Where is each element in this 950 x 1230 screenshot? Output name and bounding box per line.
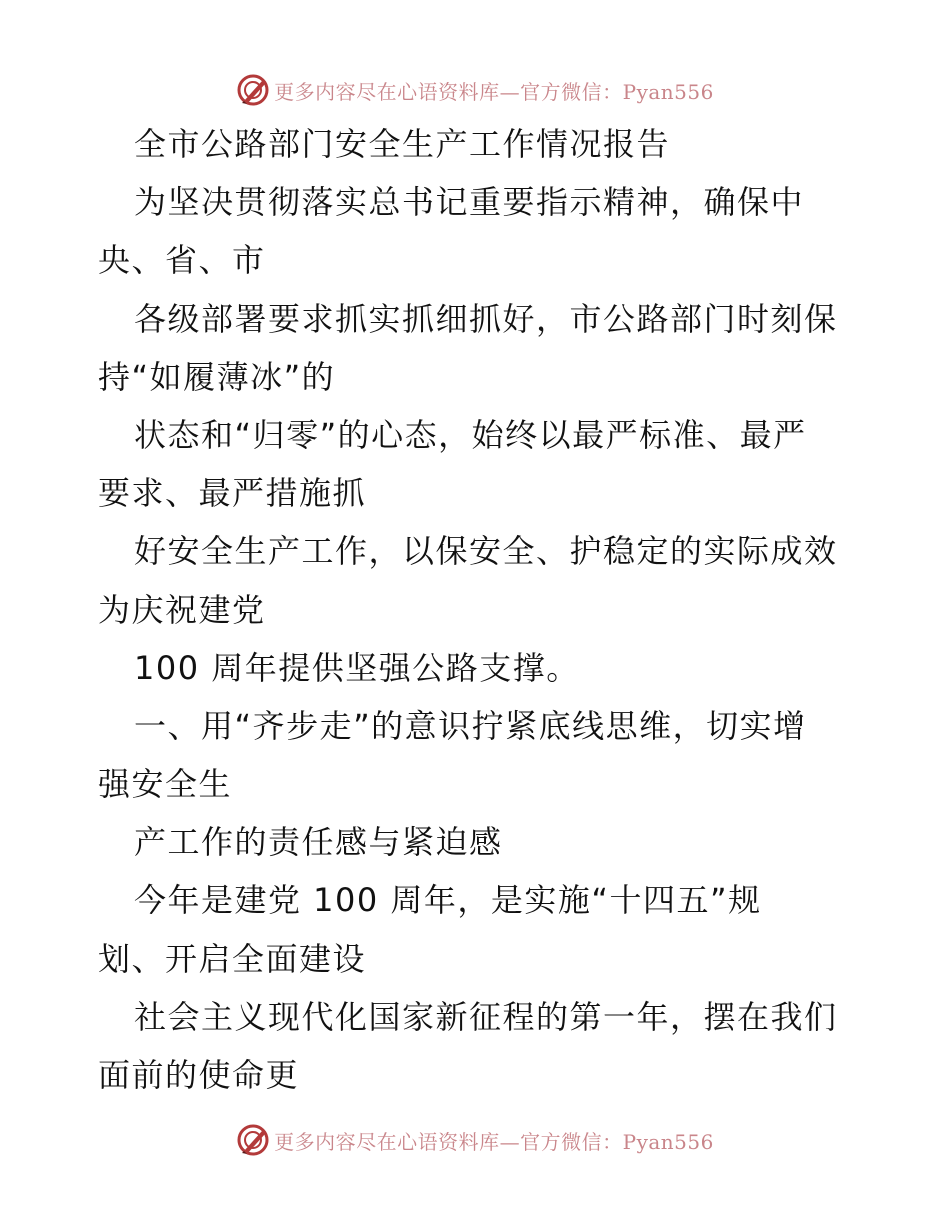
- text-line: 全市公路部门安全生产工作情况报告: [134, 125, 671, 163]
- text-line: 央、省、市: [98, 241, 266, 280]
- text-line: 面前的使命更: [98, 1056, 300, 1094]
- pen-logo-icon: [236, 73, 270, 107]
- text-line: 社会主义现代化国家新征程的第一年，摆在我们: [134, 997, 838, 1036]
- text-line: 划、开启全面建设: [98, 939, 367, 978]
- text-line: 好安全生产工作，以保安全、护稳定的实际成效: [134, 532, 838, 571]
- watermark-footer: [0, 1120, 950, 1160]
- text-line: 持“如履薄冰”的: [98, 357, 336, 396]
- text-line: 今年是建党 100 周年，是实施“十四五”规: [134, 881, 762, 920]
- text-line: 一、用“齐步走”的意识拧紧底线思维，切实增: [134, 706, 807, 745]
- text-line: 状态和“归零”的心态，始终以最严标准、最严: [134, 415, 807, 454]
- text-line: 为坚决贯彻落实总书记重要指示精神，确保中: [134, 183, 805, 222]
- watermark-text: 更多内容尽在心语资料库—官方微信：Pyan556: [274, 1129, 714, 1154]
- text-line: 为庆祝建党: [98, 590, 266, 629]
- document-body: [98, 115, 858, 1104]
- pen-logo-icon: [236, 1123, 270, 1157]
- text-line: 强安全生: [98, 765, 233, 804]
- text-line: 要求、最严措施抓: [98, 474, 367, 513]
- text-line: 100 周年提供坚强公路支撑。: [134, 648, 580, 687]
- watermark-text: 更多内容尽在心语资料库—官方微信：Pyan556: [274, 79, 714, 104]
- text-line: 各级部署要求抓实抓细抓好，市公路部门时刻保: [134, 299, 838, 338]
- watermark-header: [0, 70, 950, 110]
- text-line: 产工作的责任感与紧迫感: [134, 823, 503, 862]
